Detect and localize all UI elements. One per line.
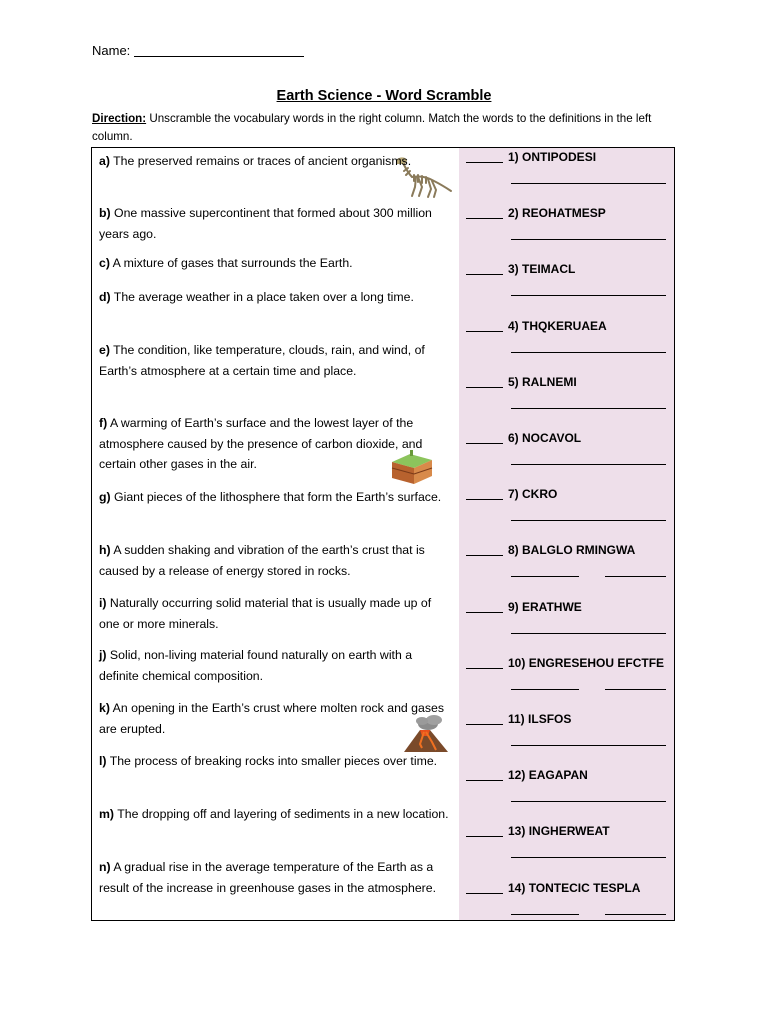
answer-line[interactable]: [511, 745, 666, 746]
definition-letter: c): [99, 256, 110, 270]
word-number: 6): [508, 431, 519, 445]
definition-letter: h): [99, 543, 111, 557]
match-letter-blank[interactable]: [466, 768, 503, 781]
word-text: RALNEMI: [522, 374, 577, 389]
word-number: 7): [508, 487, 519, 502]
word-number: 8): [508, 543, 519, 558]
answer-line[interactable]: [511, 520, 666, 521]
word-text: TONTECIC TESPLA: [528, 880, 641, 895]
match-letter-blank[interactable]: [466, 656, 503, 669]
definition-i: [99, 593, 453, 634]
scrambled-word-10: [466, 656, 671, 670]
word-number: 1): [508, 150, 519, 164]
answer-line[interactable]: [511, 857, 666, 858]
word-text: TEIMACL: [522, 262, 576, 277]
scrambled-word-12: [466, 768, 671, 782]
word-text: NOCAVOL: [522, 431, 582, 445]
scrambled-word-5: [466, 375, 671, 389]
definition-text: A sudden shaking and vibration of the earth’s crust that is caused by a release of energy stored in rocks.: [99, 543, 425, 578]
scrambled-word-13: [466, 824, 671, 838]
answer-line[interactable]: [511, 576, 579, 577]
definition-text: The preserved remains or traces of ancient organisms.: [109, 154, 412, 168]
word-number: 14): [508, 880, 526, 895]
definition-text: Giant pieces of the lithosphere that form the Earth’s surface.: [110, 490, 442, 504]
word-text: BALGLO RMINGWA: [522, 543, 636, 558]
definition-letter: l): [99, 754, 107, 768]
scrambled-word-7: [466, 487, 671, 501]
match-letter-blank[interactable]: [466, 543, 503, 556]
direction-label: Direction:: [92, 112, 147, 125]
definition-g: [99, 487, 453, 508]
definition-letter: i): [99, 596, 107, 610]
definition-e: [99, 340, 453, 381]
scrambled-word-4: [466, 319, 671, 333]
definition-h: [99, 540, 453, 581]
definition-c: [99, 253, 453, 274]
answer-line[interactable]: [605, 914, 666, 915]
word-text: ERATHWE: [522, 599, 582, 614]
direction-text: Unscramble the vocabulary words in the right column. Match the words to the definitions in the left column.: [92, 112, 652, 143]
definition-letter: f): [99, 416, 108, 430]
match-letter-blank[interactable]: [466, 262, 503, 275]
word-number: 13): [508, 824, 526, 839]
match-letter-blank[interactable]: [466, 712, 503, 725]
scrambled-word-1: [466, 150, 671, 164]
definition-text: A warming of Earth’s surface and the lowest layer of the atmosphere caused by the presence of carbon dioxide, and certain other gases in the air.: [99, 416, 423, 472]
answer-line[interactable]: [511, 689, 579, 690]
definition-text: Solid, non-living material found naturally on earth with a definite chemical composition.: [99, 648, 413, 683]
scrambled-word-2: [466, 206, 671, 220]
definition-text: A gradual rise in the average temperature of the Earth as a result of the increase in greenhouse gases in the atmosphere.: [99, 860, 437, 895]
definition-b: [99, 203, 453, 244]
name-label: Name:: [92, 43, 131, 58]
definition-letter: d): [99, 290, 111, 304]
definition-text: An opening in the Earth’s crust where molten rock and gases are erupted.: [99, 701, 444, 736]
word-text: ILSFOS: [528, 712, 572, 726]
definition-letter: a): [99, 154, 110, 168]
scrambled-word-3: [466, 262, 671, 276]
definition-m: [99, 804, 453, 825]
definition-letter: k): [99, 701, 110, 715]
word-text: REOHATMESP: [522, 206, 606, 221]
word-text: CKRO: [522, 487, 558, 502]
definition-letter: b): [99, 206, 111, 220]
scrambled-word-11: [466, 712, 671, 726]
definition-text: The average weather in a place taken over a long time.: [110, 290, 414, 304]
word-number: 5): [508, 374, 519, 389]
word-number: 12): [508, 768, 526, 783]
match-letter-blank[interactable]: [466, 600, 503, 613]
scrambled-word-6: [466, 431, 671, 445]
match-letter-blank[interactable]: [466, 206, 503, 219]
answer-line[interactable]: [511, 464, 666, 465]
match-letter-blank[interactable]: [466, 375, 503, 388]
word-text: INGHERWEAT: [528, 824, 610, 839]
answer-line[interactable]: [511, 633, 666, 634]
definition-text: The condition, like temperature, clouds, rain, and wind, of Earth’s atmosphere at a certain time and place.: [99, 343, 425, 378]
definition-n: [99, 857, 453, 898]
scrambled-word-9: [466, 600, 671, 614]
word-number: 4): [508, 318, 519, 333]
word-text: ONTIPODESI: [522, 150, 597, 164]
scrambled-word-14: [466, 881, 671, 895]
word-text: EAGAPAN: [528, 768, 588, 783]
answer-line[interactable]: [605, 689, 666, 690]
match-letter-blank[interactable]: [466, 150, 503, 163]
word-number: 2): [508, 206, 519, 221]
word-number: 10): [508, 655, 526, 670]
answer-line[interactable]: [511, 183, 666, 184]
definition-f: [99, 413, 453, 475]
definition-letter: j): [99, 648, 107, 662]
definition-j: [99, 645, 453, 686]
name-field[interactable]: [134, 43, 304, 57]
match-letter-blank[interactable]: [466, 319, 503, 332]
definition-letter: e): [99, 343, 110, 357]
definition-d: [99, 287, 453, 308]
answer-line[interactable]: [605, 576, 666, 577]
definition-a: [99, 151, 453, 172]
match-letter-blank[interactable]: [466, 881, 503, 894]
page-title: Earth Science - Word Scramble: [276, 88, 492, 104]
word-text: THQKERUAEA: [522, 318, 607, 333]
word-number: 11): [508, 712, 525, 726]
scrambled-word-8: [466, 543, 671, 557]
answer-line[interactable]: [511, 408, 666, 409]
definition-l: [99, 751, 453, 772]
definition-text: A mixture of gases that surrounds the Earth.: [109, 256, 353, 270]
answer-line[interactable]: [511, 801, 666, 802]
definition-letter: m): [99, 807, 115, 821]
word-text: ENGRESEHOU EFCTFE: [528, 655, 665, 670]
definition-text: The dropping off and layering of sediments in a new location.: [114, 807, 449, 821]
word-number: 9): [508, 599, 519, 614]
name-line: [92, 43, 304, 58]
answer-line[interactable]: [511, 239, 666, 240]
definition-letter: n): [99, 860, 111, 874]
match-letter-blank[interactable]: [466, 824, 503, 837]
definition-k: [99, 698, 453, 739]
match-letter-blank[interactable]: [466, 487, 503, 500]
definition-text: One massive supercontinent that formed about 300 million years ago.: [99, 206, 432, 241]
definition-letter: g): [99, 490, 111, 504]
match-letter-blank[interactable]: [466, 431, 503, 444]
answer-line[interactable]: [511, 914, 579, 915]
answer-line[interactable]: [511, 352, 666, 353]
definition-text: Naturally occurring solid material that is usually made up of one or more minerals.: [99, 596, 432, 631]
directions: [92, 110, 682, 146]
answer-line[interactable]: [511, 295, 666, 296]
word-number: 3): [508, 262, 519, 277]
definition-text: The process of breaking rocks into smaller pieces over time.: [106, 754, 438, 768]
scramble-table: [91, 147, 675, 921]
